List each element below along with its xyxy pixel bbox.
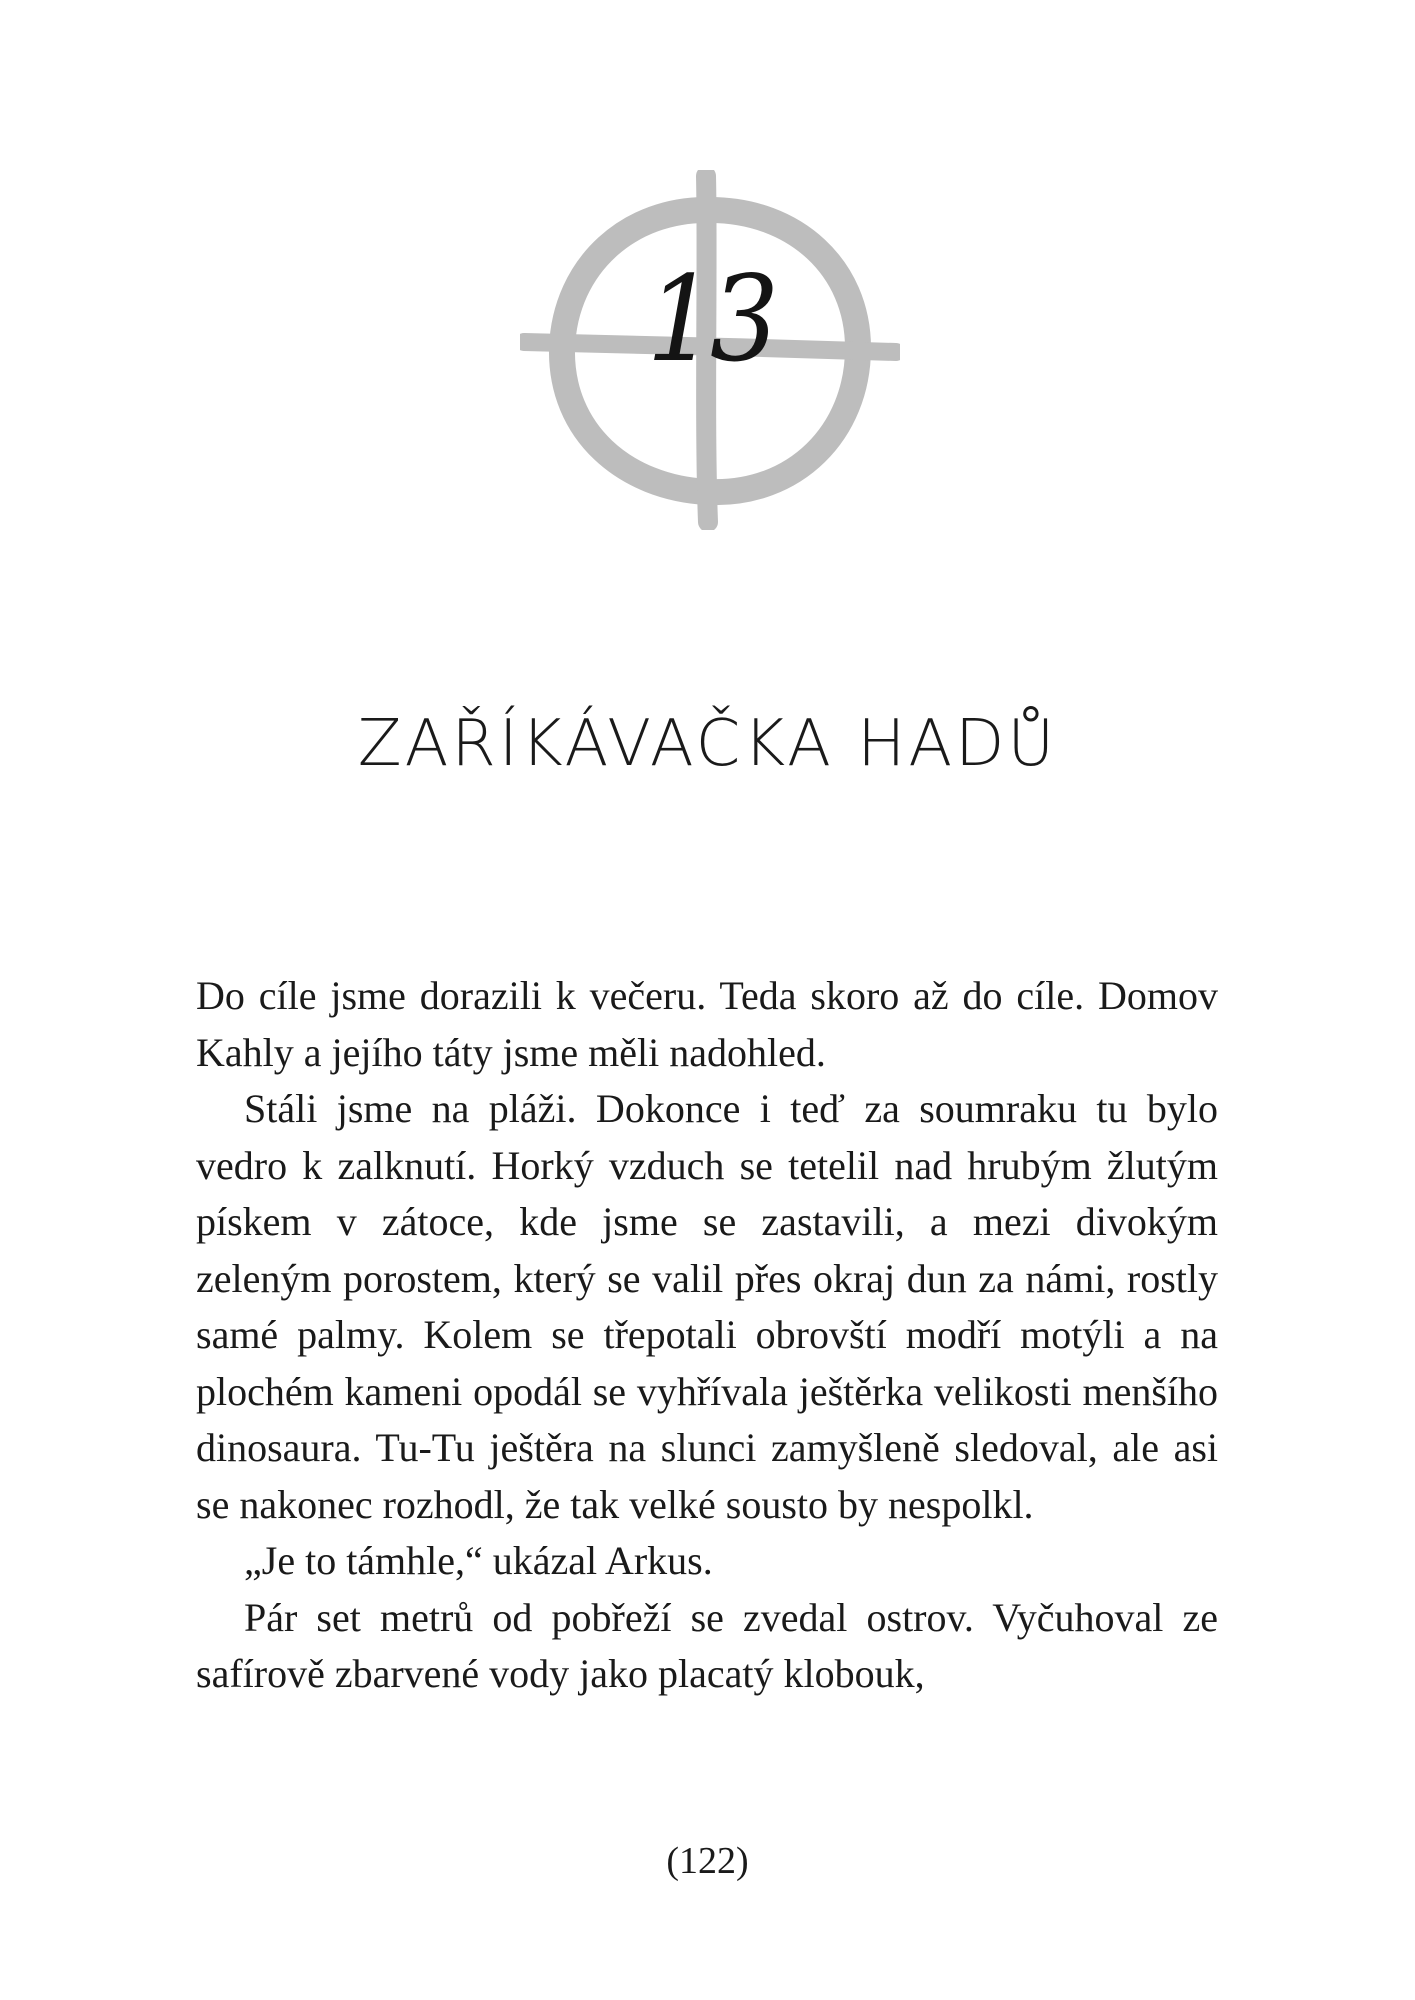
- paragraph: Do cíle jsme dorazili k večeru. Teda skoro až do cíle. Domov Kahly a jejího táty jsme měli nadohled.: [196, 973, 1218, 1075]
- paragraph: Pár set metrů od pobřeží se zvedal ostrov. Vyčuhoval ze safírově zbarvené vody jako placatý klobouk,: [196, 1594, 1218, 1696]
- paragraph: Stáli jsme na pláži. Dokonce i teď za soumraku tu bylo vedro k zalknutí. Horký vzduch se tetelil nad hrubým žlutým pískem v zátoce, kde jsme se zastavili, a mezi divokým zeleným porostem, který se valil přes okraj dun za námi, rostly samé palmy. Kolem se třepotali obrovští modří motýli a na plochém kameni opodál se vyhřívala ještěrka velikosti menšího dinosaura. Tu-Tu ještěra na slunci zamyšleně sledoval, ale asi se nakonec rozhodl, že tak velké sousto by nespolkl.: [196, 1086, 1218, 1527]
- body-text: [196, 968, 1218, 1703]
- chapter-number: 13: [646, 250, 774, 388]
- chapter-title: ZAŘÍKÁVAČKA HADŮ: [357, 707, 1058, 781]
- page-number: (122): [666, 1840, 749, 1882]
- paragraph: „Je to támhle,“ ukázal Arkus.: [244, 1538, 713, 1583]
